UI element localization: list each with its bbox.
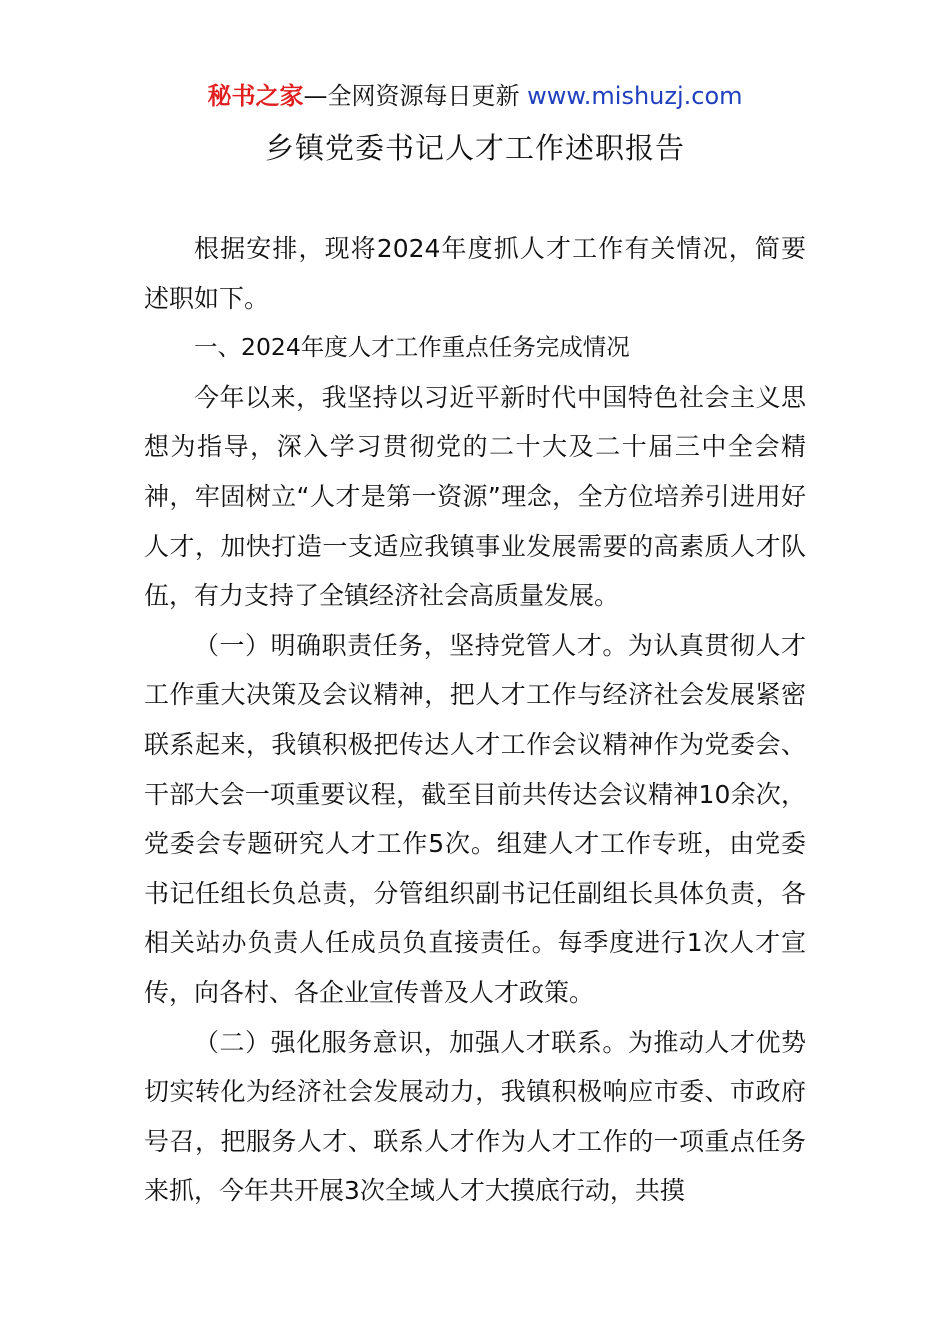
header-tagline: —全网资源每日更新 <box>303 82 520 110</box>
section-heading: 一、2024年度人才工作重点任务完成情况 <box>194 333 630 362</box>
intro-paragraph: 根据安排，现将2024年度抓人才工作有关情况，简要述职如下。 <box>144 234 806 313</box>
document-body <box>144 224 806 1216</box>
brand-name: 秘书之家 <box>207 82 304 110</box>
document-title: 乡镇党委书记人才工作述职报告 <box>264 131 685 165</box>
body-paragraph: （一）明确职责任务，坚持党管人才。为认真贯彻人才工作重大决策及会议精神，把人才工作与经济社会发展紧密联系起来，我镇积极把传达人才工作会议精神作为党委会、干部大会一项重要议程，截至目前共传达会议精神10余次，党委会专题研究人才工作5次。组建人才工作专班，由党委书记任组长负总责，分管组织副书记任副组长具体负责，各相关站办负责人任成员负直接责任。每季度进行1次人才宣传，向各村、各企业宣传普及人才政策。 <box>144 630 806 1007</box>
body-paragraph: 今年以来，我坚持以习近平新时代中国特色社会主义思想为指导，深入学习贯彻党的二十大及二十届三中全会精神，牢固树立“人才是第一资源”理念，全方位培养引进用好人才，加快打造一支适应我镇事业发展需要的高素质人才队伍，有力支持了全镇经济社会高质量发展。 <box>144 382 806 611</box>
body-paragraph: （二）强化服务意识，加强人才联系。为推动人才优势切实转化为经济社会发展动力，我镇积极响应市委、市政府号召，把服务人才、联系人才作为人才工作的一项重点任务来抓，今年共开展3次全域人才大摸底行动，共摸 <box>144 1027 806 1206</box>
site-header <box>0 80 950 112</box>
site-url-link[interactable]: www.mishuzj.com <box>527 82 743 110</box>
